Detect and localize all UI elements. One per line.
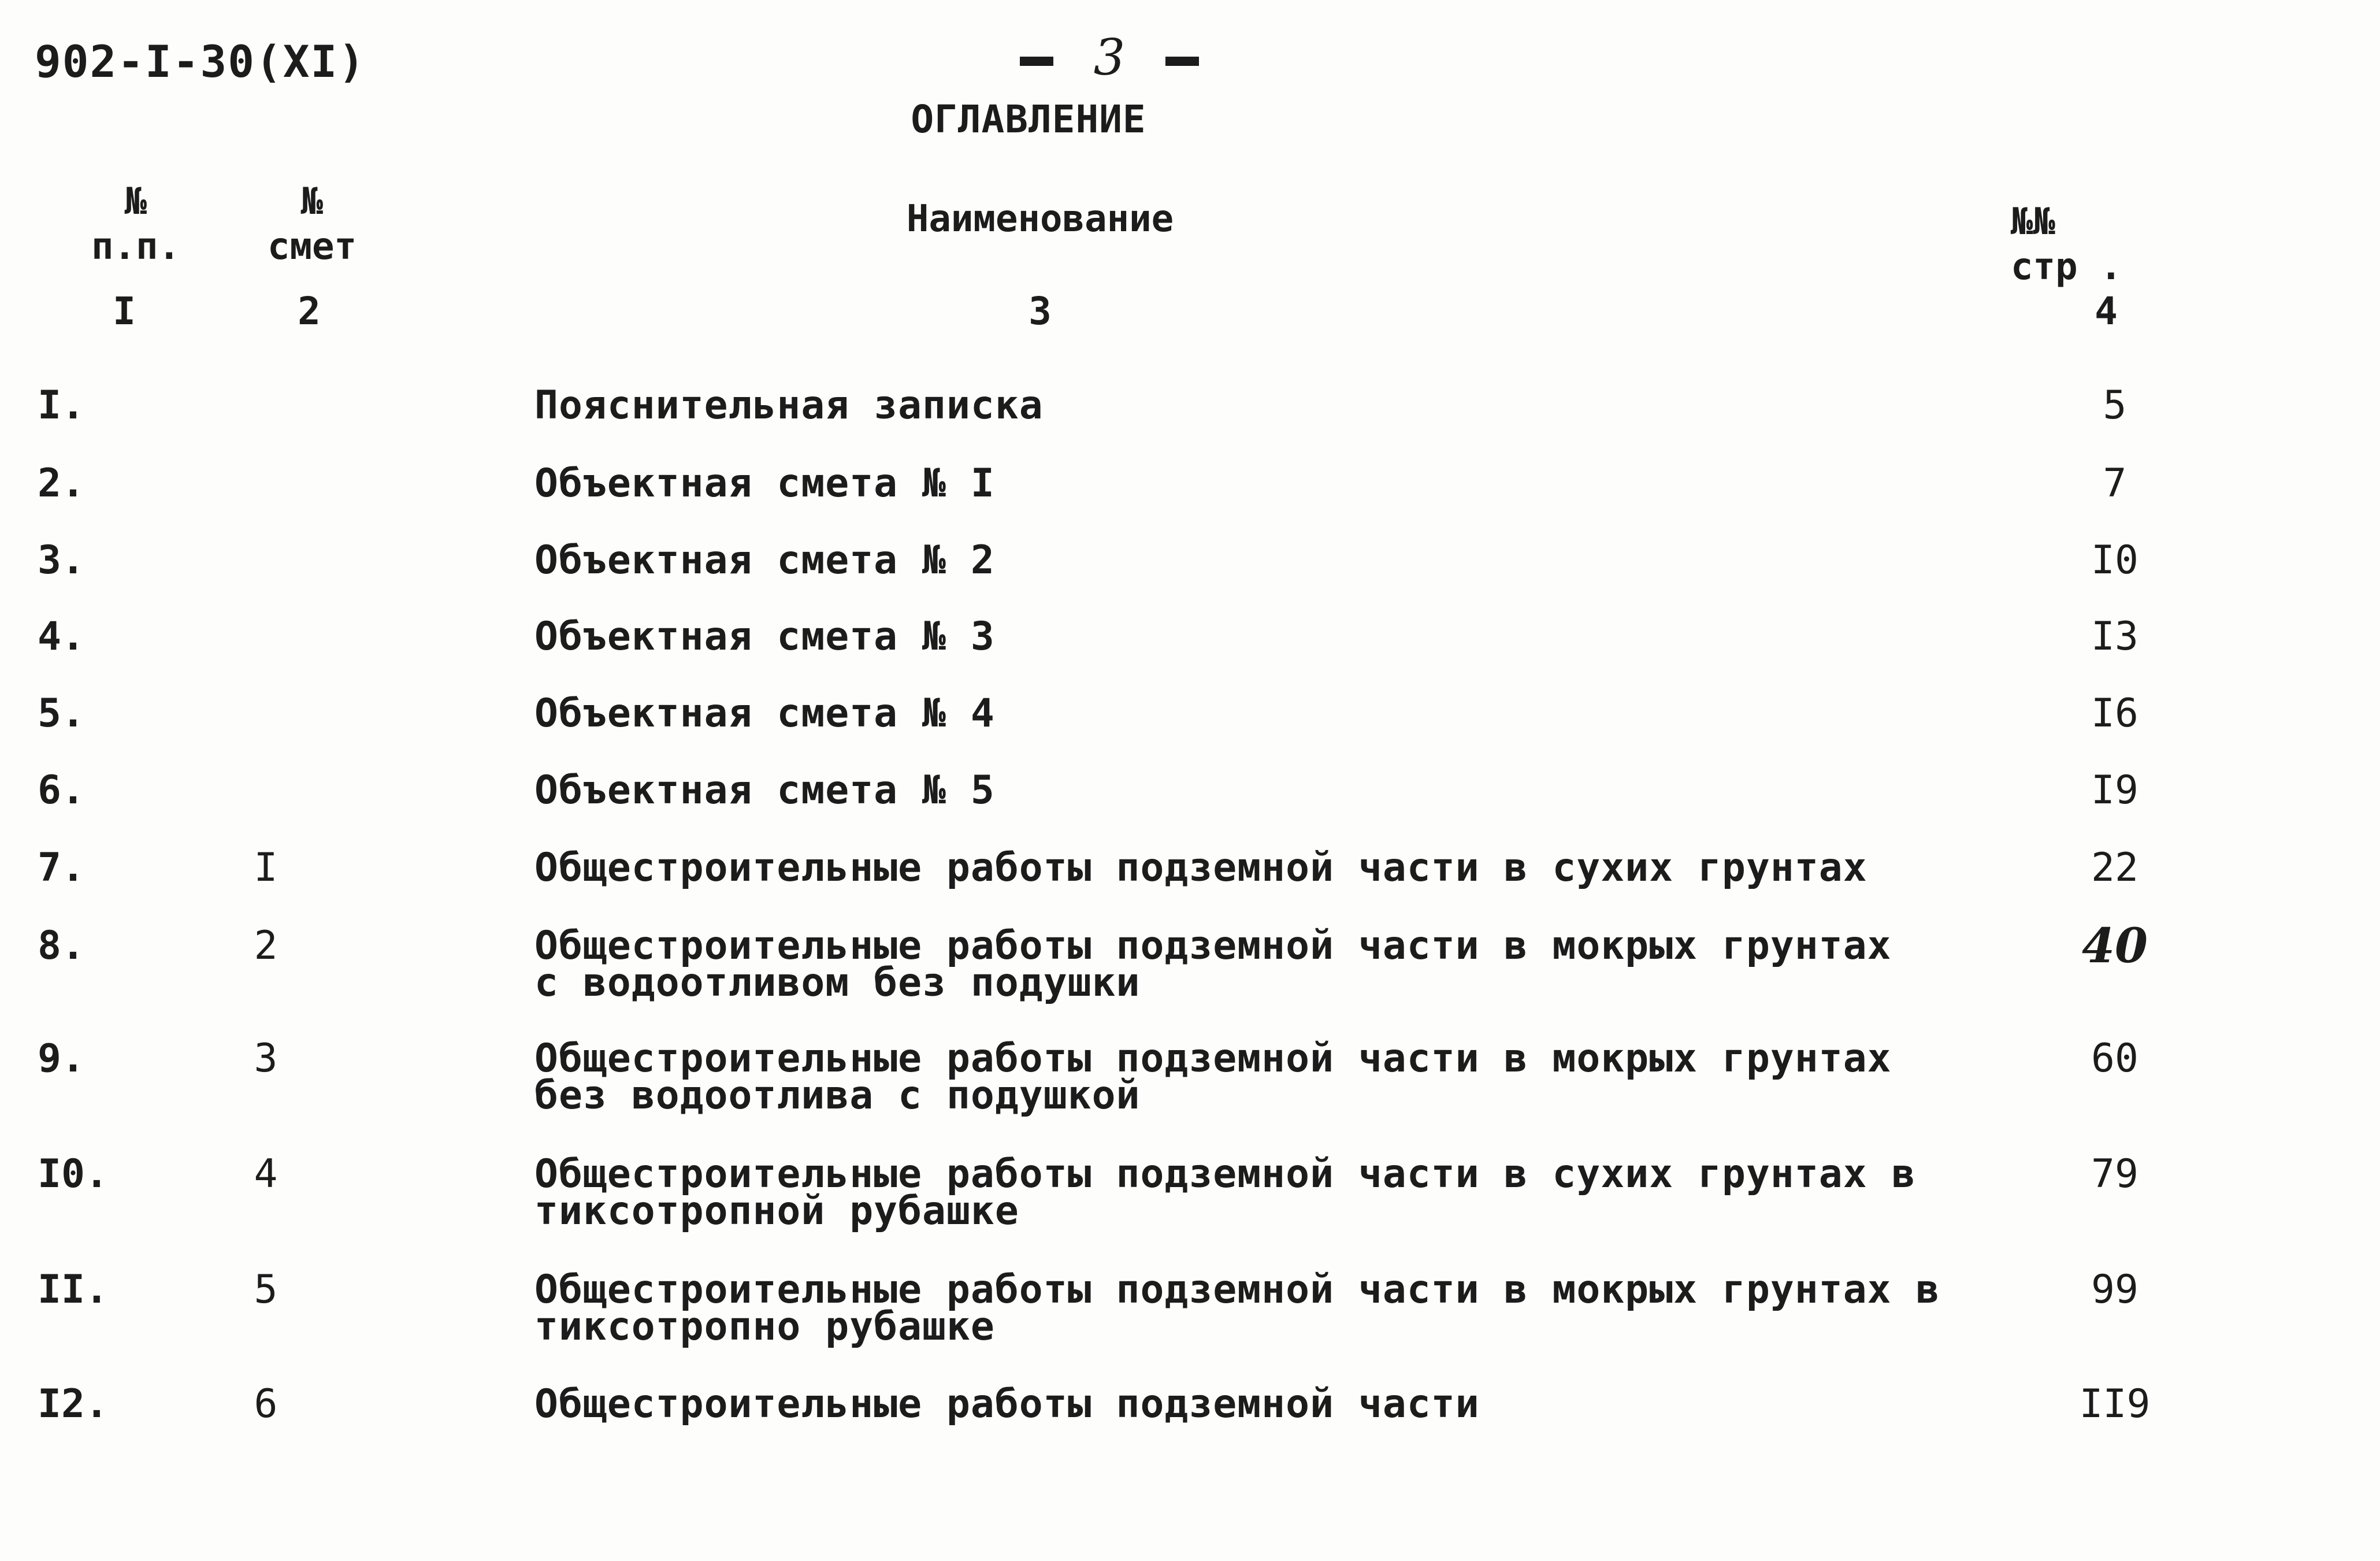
row-number: II.: [38, 1267, 109, 1312]
row-page: 7: [2103, 461, 2127, 506]
row-page: 40: [2081, 918, 2148, 974]
row-page: I3: [2091, 614, 2138, 659]
row-name: Общестроительные работы подземной части в мокрых грунтах в тиксотропно рубашке: [534, 1267, 1940, 1349]
header-estimate-number: № смет: [267, 180, 357, 268]
row-name: Общестроительные работы подземной части в сухих грунтах в тиксотропной рубашке: [534, 1151, 1916, 1234]
row-name: Объектная смета № 4: [534, 691, 995, 736]
row-estimate: 6: [254, 1381, 278, 1427]
row-estimate: 2: [254, 923, 278, 969]
row-name: Общестроительные работы подземной части в сухих грунтах: [534, 845, 1867, 891]
row-number: 6.: [38, 767, 85, 813]
row-number: 4.: [38, 614, 85, 659]
column-number-4: 4: [2095, 289, 2118, 333]
row-number: 5.: [38, 691, 85, 736]
row-name: Общестроительные работы подземной части в мокрых грунтах с водоотливом без подушки: [534, 923, 1892, 1006]
column-number-3: 3: [1029, 289, 1052, 333]
row-page: 5: [2103, 383, 2127, 428]
header-item-number: № п.п.: [91, 180, 181, 268]
row-page: 79: [2091, 1151, 2138, 1197]
page-number-value: 3: [1093, 29, 1126, 87]
row-page: II9: [2079, 1381, 2151, 1427]
column-number-2: 2: [298, 289, 321, 333]
document-code: 902-I-30(XI): [35, 36, 366, 87]
row-estimate: I: [254, 845, 278, 891]
row-name: Объектная смета № 5: [534, 767, 995, 813]
row-number: 7.: [38, 845, 85, 891]
column-number-1: I: [113, 289, 136, 333]
row-number: 8.: [38, 923, 85, 969]
row-number: I.: [38, 383, 85, 428]
header-page-number: №№ стр .: [2011, 201, 2122, 288]
row-number: 3.: [38, 537, 85, 583]
header-name: Наименование: [906, 198, 1174, 240]
dash-right: [1165, 57, 1199, 66]
row-number: 2.: [38, 461, 85, 506]
row-estimate: 3: [254, 1036, 278, 1081]
row-name: Объектная смета № 2: [534, 537, 995, 583]
row-name: Объектная смета № I: [534, 461, 995, 506]
row-name: Общестроительные работы подземной части: [534, 1381, 1480, 1427]
dash-left: [1020, 57, 1053, 66]
row-name: Общестроительные работы подземной части в мокрых грунтах без водоотлива с подушкой: [534, 1036, 1892, 1118]
row-number: I0.: [38, 1151, 109, 1197]
row-estimate: 5: [254, 1267, 278, 1312]
row-number: 9.: [38, 1036, 85, 1081]
row-page: 22: [2091, 845, 2138, 891]
row-page: I6: [2091, 691, 2138, 736]
row-page: I9: [2091, 767, 2138, 813]
row-estimate: 4: [254, 1151, 278, 1197]
row-number: I2.: [38, 1381, 109, 1427]
row-page: I0: [2091, 537, 2138, 583]
document-title: ОГЛАВЛЕНИЕ: [911, 97, 1146, 142]
row-name: Объектная смета № 3: [534, 614, 995, 659]
page-number: [959, 29, 1260, 87]
row-page: 99: [2091, 1267, 2138, 1312]
row-name: Пояснительная записка: [534, 383, 1044, 428]
row-page: 60: [2091, 1036, 2138, 1081]
